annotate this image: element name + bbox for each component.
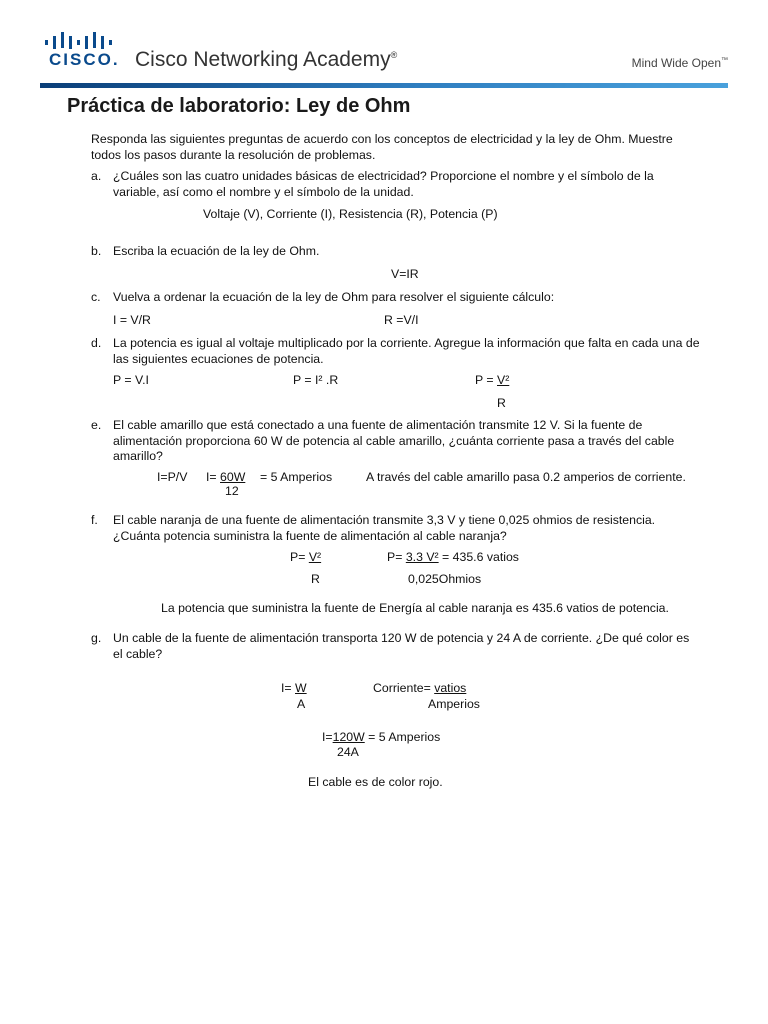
item-marker-a: a. [91, 169, 102, 183]
answer-f: La potencia que suministra la fuente de Energía al cable naranja es 435.6 vatios de potencia. [161, 601, 669, 615]
page-header [0, 0, 768, 90]
question-d: La potencia es igual al voltaje multiplicado por la corriente. Agregue la información que falta en cada una de las siguientes ecuaciones de potencia. [113, 336, 700, 366]
question-e: El cable amarillo que está conectado a una fuente de alimentación transmite 12 V. Si la fuente de alimentación proporciona 60 W de potencia al cable amarillo, ¿cuánta corriente pasa a través del cable amarillo? [113, 418, 675, 463]
answer-a: Voltaje (V), Corriente (I), Resistencia (R), Potencia (P) [203, 207, 498, 221]
formula-e-2-denominator: 12 [225, 484, 239, 498]
item-marker-f: f. [91, 513, 98, 527]
equation-d-3-denominator: R [497, 396, 506, 410]
cisco-logo-icon [44, 31, 114, 49]
item-marker-c: c. [91, 290, 101, 304]
formula-e-2: I= 60W [206, 470, 246, 484]
formula-f-1-denominator: R [311, 572, 320, 586]
intro-text: Responda las siguientes preguntas de acuerdo con los conceptos de electricidad y la ley de Ohm. Muestre todos los pasos durante la resolución de problemas. [91, 132, 673, 162]
equation-c-1: I = V/R [113, 313, 151, 327]
equation-c-2: R =V/I [384, 313, 419, 327]
item-marker-d: d. [91, 336, 102, 350]
formula-g-3-denominator: 24A [337, 745, 359, 759]
formula-g-2-denominator: Amperios [428, 697, 480, 711]
item-marker-g: g. [91, 631, 102, 645]
formula-g-1-denominator: A [297, 697, 306, 711]
question-c: Vuelva a ordenar la ecuación de la ley de Ohm para resolver el siguiente cálculo: [113, 290, 555, 304]
question-a: ¿Cuáles son las cuatro unidades básicas de electricidad? Proporcione el nombre y el símbolo de la variable, así como el nombre y el símbolo de la unidad. [113, 169, 654, 199]
equation-d-3: P = V² [475, 373, 510, 387]
item-marker-b: b. [91, 244, 102, 258]
question-f: El cable naranja de una fuente de alimentación transmite 3,3 V y tiene 0,025 ohmios de resistencia. ¿Cuánta potencia suministra la fuente de alimentación al cable naranja? [113, 513, 656, 543]
formula-e-2-result: = 5 Amperios [260, 470, 333, 484]
item-marker-e: e. [91, 418, 102, 432]
answer-e: A través del cable amarillo pasa 0.2 amperios de corriente. [366, 470, 686, 484]
answer-g: El cable es de color rojo. [308, 775, 443, 789]
formula-f-1: P= V² [290, 550, 322, 564]
header-rule [40, 83, 728, 88]
page-title: Práctica de laboratorio: Ley de Ohm [67, 95, 411, 117]
equation-d-2: P = I² .R [293, 373, 339, 387]
question-b: Escriba la ecuación de la ley de Ohm. [113, 244, 320, 258]
formula-f-2: P= 3.3 V² = 435.6 vatios [387, 550, 519, 564]
answer-b: V=IR [391, 267, 419, 281]
formula-g-2: Corriente= vatios [373, 681, 467, 695]
formula-f-2-denominator: 0,025Ohmios [408, 572, 482, 586]
formula-g-1: I= W [281, 681, 307, 695]
academy-name: Cisco Networking Academy® [135, 48, 398, 71]
tagline: Mind Wide Open™ [631, 56, 728, 70]
equation-d-1: P = V.I [113, 373, 149, 387]
formula-g-3: I=120W = 5 Amperios [322, 730, 441, 744]
question-g: Un cable de la fuente de alimentación transporta 120 W de potencia y 24 A de corriente. ¿De qué color es el cable? [113, 631, 690, 661]
formula-e-1: I=P/V [157, 470, 188, 484]
cisco-wordmark: CISCO. [49, 50, 120, 69]
